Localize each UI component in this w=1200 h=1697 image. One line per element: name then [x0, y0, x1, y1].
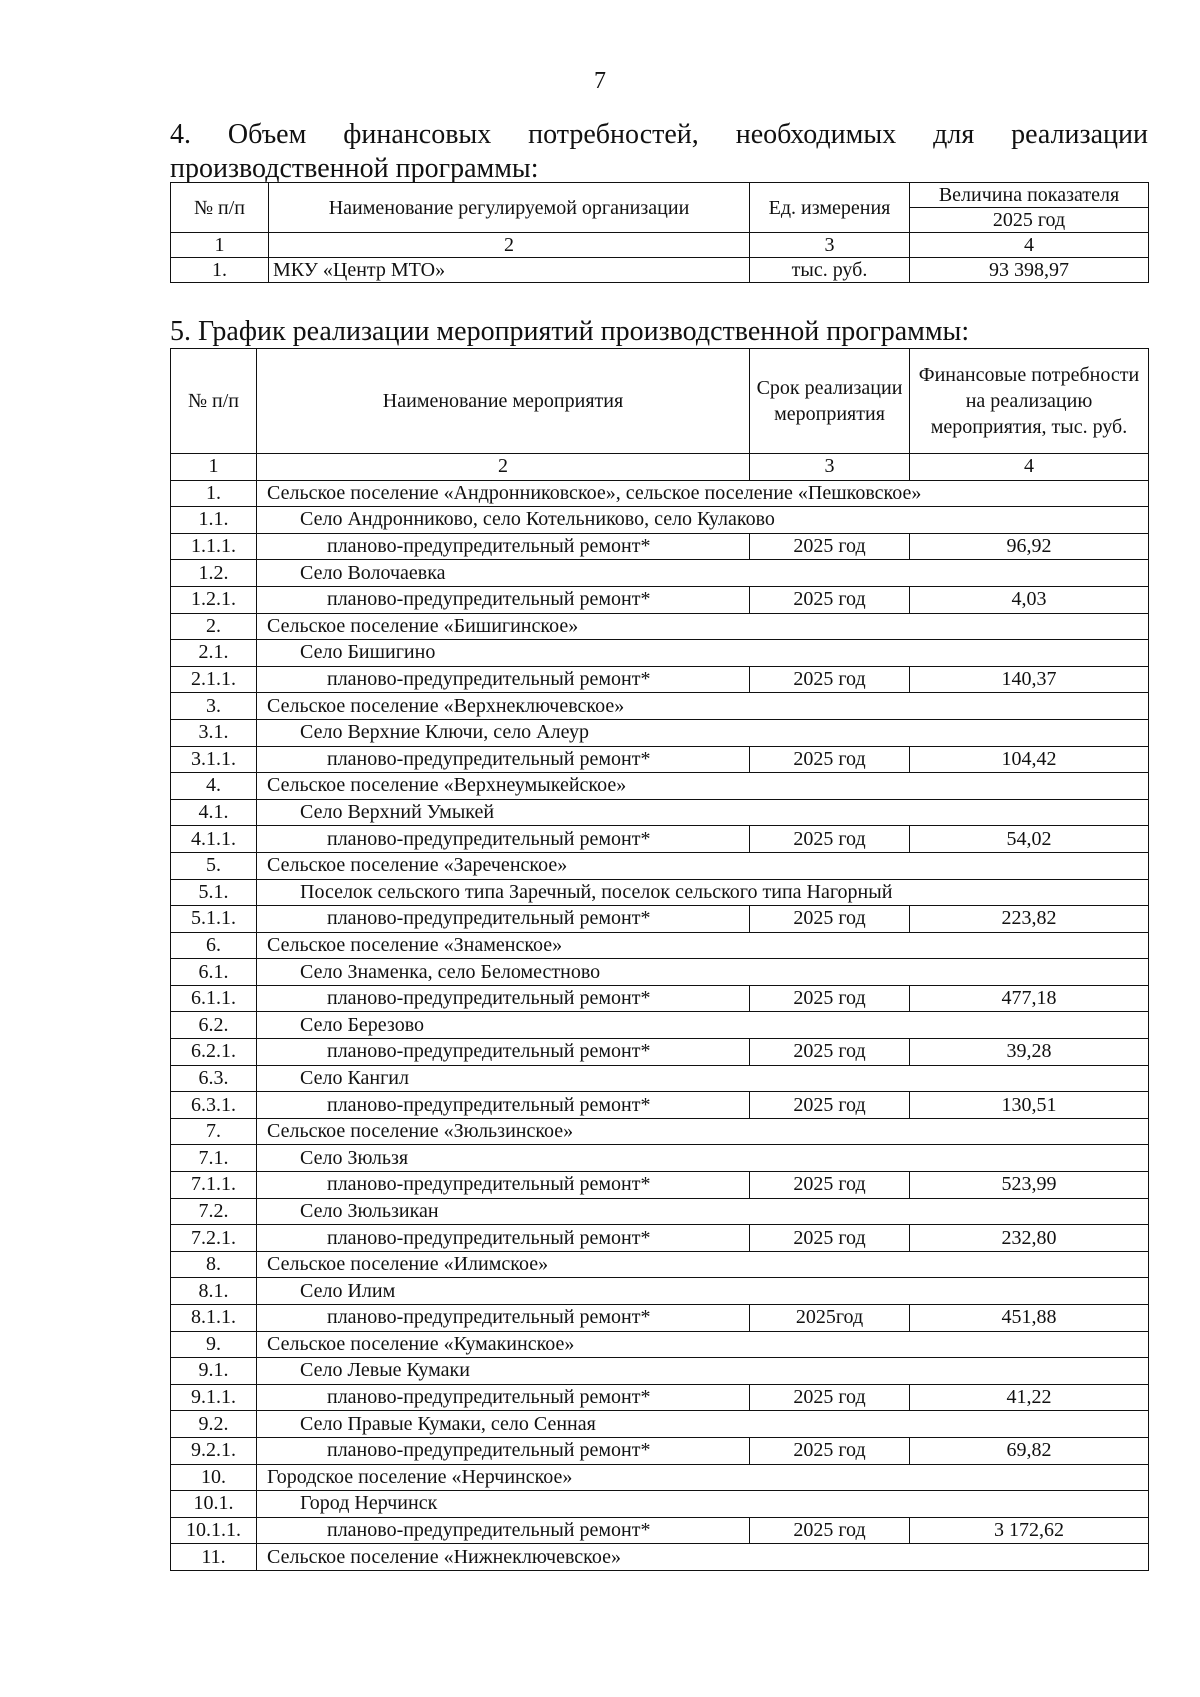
table-row	[171, 1039, 1149, 1066]
row-term: 2025 год	[750, 985, 910, 1012]
schedule-table-body	[171, 480, 1149, 1570]
row-term: 2025год	[750, 1305, 910, 1332]
row-name: планово-предупредительный ремонт*	[257, 586, 750, 613]
row-term: 2025 год	[750, 826, 910, 853]
row-name: Сельское поселение «Кумакинское»	[257, 1331, 1149, 1358]
row-term: 2025 год	[750, 666, 910, 693]
row-term: 2025 год	[750, 1172, 910, 1199]
row-num: 2.	[171, 613, 257, 640]
table-row	[171, 879, 1149, 906]
row-num: 6.3.	[171, 1065, 257, 1092]
section-4-title: 4. Объем финансовых потребностей, необходимых для реализации	[170, 119, 1148, 150]
row-num: 7.2.1.	[171, 1225, 257, 1252]
table-row	[171, 985, 1149, 1012]
table-row	[171, 1118, 1149, 1145]
table-row	[171, 1251, 1149, 1278]
table-row	[171, 932, 1149, 959]
row-name: Село Бишигино	[257, 640, 1149, 667]
row-org: МКУ «Центр МТО»	[269, 258, 750, 283]
row-num: 6.1.	[171, 959, 257, 986]
row-name: планово-предупредительный ремонт*	[257, 1092, 750, 1119]
section-5-title: 5. График реализации мероприятий производственной программы:	[170, 316, 970, 347]
row-term: 2025 год	[750, 906, 910, 933]
row-num: 8.1.	[171, 1278, 257, 1305]
row-term: 2025 год	[750, 1092, 910, 1119]
row-name: Сельское поселение «Нижнеключевское»	[257, 1544, 1149, 1571]
row-fin: 96,92	[910, 533, 1149, 560]
row-num: 7.1.1.	[171, 1172, 257, 1199]
table-row	[171, 507, 1149, 534]
row-name: Сельское поселение «Знаменское»	[257, 932, 1149, 959]
col-number: 4	[910, 233, 1149, 258]
column-number-row	[171, 454, 1149, 481]
col-number: 2	[269, 233, 750, 258]
row-name: Село Зюльзя	[257, 1145, 1149, 1172]
table-row	[171, 613, 1149, 640]
row-num: 1.1.1.	[171, 533, 257, 560]
row-name: Село Илим	[257, 1278, 1149, 1305]
table-row	[171, 1411, 1149, 1438]
row-num: 10.	[171, 1464, 257, 1491]
header-num: № п/п	[171, 183, 269, 233]
row-num: 3.1.	[171, 719, 257, 746]
row-num: 4.1.1.	[171, 826, 257, 853]
table-row	[171, 1384, 1149, 1411]
table-row	[171, 852, 1149, 879]
row-name: планово-предупредительный ремонт*	[257, 746, 750, 773]
table-row	[171, 693, 1149, 720]
row-num: 9.2.1.	[171, 1437, 257, 1464]
row-name: Село Андронниково, село Котельниково, село Кулаково	[257, 507, 1149, 534]
table-row	[171, 1145, 1149, 1172]
row-num: 9.1.	[171, 1358, 257, 1385]
row-fin: 232,80	[910, 1225, 1149, 1252]
col-number: 1	[171, 454, 257, 481]
row-term: 2025 год	[750, 586, 910, 613]
row-fin: 140,37	[910, 666, 1149, 693]
row-name: планово-предупредительный ремонт*	[257, 666, 750, 693]
row-name: Село Верхний Умыкей	[257, 799, 1149, 826]
row-num: 6.2.1.	[171, 1039, 257, 1066]
row-fin: 4,03	[910, 586, 1149, 613]
page-number: 7	[594, 68, 606, 94]
table-row	[171, 586, 1149, 613]
table-header-row	[171, 349, 1149, 454]
row-fin: 477,18	[910, 985, 1149, 1012]
table-row	[171, 1464, 1149, 1491]
financial-needs-table	[170, 182, 1149, 283]
table-row	[171, 826, 1149, 853]
row-num: 7.2.	[171, 1198, 257, 1225]
col-number: 4	[910, 454, 1149, 481]
row-term: 2025 год	[750, 1517, 910, 1544]
header-num: № п/п	[171, 349, 257, 454]
row-num: 5.1.1.	[171, 906, 257, 933]
row-fin: 523,99	[910, 1172, 1149, 1199]
row-term: 2025 год	[750, 746, 910, 773]
col-number: 3	[750, 454, 910, 481]
row-num: 1.1.	[171, 507, 257, 534]
row-name: Село Верхние Ключи, село Алеур	[257, 719, 1149, 746]
table-row	[171, 1517, 1149, 1544]
row-fin: 130,51	[910, 1092, 1149, 1119]
row-num: 2.1.1.	[171, 666, 257, 693]
table-row	[171, 1278, 1149, 1305]
table-row	[171, 719, 1149, 746]
row-num: 9.1.1.	[171, 1384, 257, 1411]
row-name: Село Левые Кумаки	[257, 1358, 1149, 1385]
row-fin: 104,42	[910, 746, 1149, 773]
row-num: 10.1.1.	[171, 1517, 257, 1544]
row-term: 2025 год	[750, 1225, 910, 1252]
row-num: 7.1.	[171, 1145, 257, 1172]
table-row	[171, 258, 1149, 283]
row-num: 5.1.	[171, 879, 257, 906]
table-row	[171, 480, 1149, 507]
table-row	[171, 773, 1149, 800]
table-row	[171, 1198, 1149, 1225]
row-fin: 54,02	[910, 826, 1149, 853]
row-name: планово-предупредительный ремонт*	[257, 533, 750, 560]
header-fin: Финансовые потребности на реализацию мероприятия, тыс. руб.	[910, 349, 1149, 454]
header-term: Срок реализации мероприятия	[750, 349, 910, 454]
col-number: 3	[750, 233, 910, 258]
row-name: Сельское поселение «Андронниковское», сельское поселение «Пешковское»	[257, 480, 1149, 507]
row-term: 2025 год	[750, 533, 910, 560]
row-name: планово-предупредительный ремонт*	[257, 985, 750, 1012]
row-name: Городское поселение «Нерчинское»	[257, 1464, 1149, 1491]
row-num: 4.1.	[171, 799, 257, 826]
table-row	[171, 959, 1149, 986]
row-num: 1.2.	[171, 560, 257, 587]
row-name: Село Березово	[257, 1012, 1149, 1039]
row-fin: 39,28	[910, 1039, 1149, 1066]
row-name: Сельское поселение «Верхнеключевское»	[257, 693, 1149, 720]
row-num: 7.	[171, 1118, 257, 1145]
header-name: Наименование мероприятия	[257, 349, 750, 454]
table-row	[171, 799, 1149, 826]
row-num: 9.	[171, 1331, 257, 1358]
row-num: 11.	[171, 1544, 257, 1571]
row-name: планово-предупредительный ремонт*	[257, 1039, 750, 1066]
table-row	[171, 640, 1149, 667]
row-name: Сельское поселение «Зареченское»	[257, 852, 1149, 879]
row-name: планово-предупредительный ремонт*	[257, 1305, 750, 1332]
row-fin: 451,88	[910, 1305, 1149, 1332]
row-num: 2.1.	[171, 640, 257, 667]
table-row	[171, 1437, 1149, 1464]
row-num: 4.	[171, 773, 257, 800]
row-fin: 69,82	[910, 1437, 1149, 1464]
row-name: планово-предупредительный ремонт*	[257, 1225, 750, 1252]
header-org: Наименование регулируемой организации	[269, 183, 750, 233]
table-row	[171, 1491, 1149, 1518]
table-row	[171, 1544, 1149, 1571]
row-term: 2025 год	[750, 1437, 910, 1464]
row-name: Село Кангил	[257, 1065, 1149, 1092]
table-row	[171, 1092, 1149, 1119]
row-name: Поселок сельского типа Заречный, поселок сельского типа Нагорный	[257, 879, 1149, 906]
schedule-table	[170, 348, 1149, 1571]
row-num: 6.3.1.	[171, 1092, 257, 1119]
row-name: планово-предупредительный ремонт*	[257, 1384, 750, 1411]
row-fin: 3 172,62	[910, 1517, 1149, 1544]
section-4-title-continuation: производственной программы:	[170, 153, 539, 184]
row-num: 3.	[171, 693, 257, 720]
row-name: Сельское поселение «Бишигинское»	[257, 613, 1149, 640]
row-num: 5.	[171, 852, 257, 879]
table-row	[171, 1331, 1149, 1358]
row-name: Город Нерчинск	[257, 1491, 1149, 1518]
row-name: Село Правые Кумаки, село Сенная	[257, 1411, 1149, 1438]
row-name: Село Волочаевка	[257, 560, 1149, 587]
row-name: Сельское поселение «Верхнеумыкейское»	[257, 773, 1149, 800]
row-unit: тыс. руб.	[750, 258, 910, 283]
col-number: 1	[171, 233, 269, 258]
table-row	[171, 746, 1149, 773]
row-name: Село Знаменка, село Беломестново	[257, 959, 1149, 986]
table-row	[171, 1172, 1149, 1199]
header-value: Величина показателя	[910, 183, 1149, 208]
table-row	[171, 1065, 1149, 1092]
table-row	[171, 560, 1149, 587]
row-term: 2025 год	[750, 1039, 910, 1066]
row-num: 1.	[171, 480, 257, 507]
table-row	[171, 1305, 1149, 1332]
row-name: Сельское поселение «Илимское»	[257, 1251, 1149, 1278]
row-name: планово-предупредительный ремонт*	[257, 826, 750, 853]
row-term: 2025 год	[750, 1384, 910, 1411]
table-row	[171, 1012, 1149, 1039]
row-num: 1.	[171, 258, 269, 283]
row-name: планово-предупредительный ремонт*	[257, 906, 750, 933]
table-row	[171, 1225, 1149, 1252]
row-num: 1.2.1.	[171, 586, 257, 613]
row-fin: 41,22	[910, 1384, 1149, 1411]
row-num: 10.1.	[171, 1491, 257, 1518]
header-year: 2025 год	[910, 208, 1149, 233]
row-num: 6.	[171, 932, 257, 959]
row-num: 6.2.	[171, 1012, 257, 1039]
row-fin: 223,82	[910, 906, 1149, 933]
row-name: планово-предупредительный ремонт*	[257, 1517, 750, 1544]
header-unit: Ед. измерения	[750, 183, 910, 233]
row-value: 93 398,97	[910, 258, 1149, 283]
row-num: 6.1.1.	[171, 985, 257, 1012]
row-name: планово-предупредительный ремонт*	[257, 1172, 750, 1199]
col-number: 2	[257, 454, 750, 481]
row-name: Сельское поселение «Зюльзинское»	[257, 1118, 1149, 1145]
table-row	[171, 1358, 1149, 1385]
row-num: 8.	[171, 1251, 257, 1278]
table-row	[171, 906, 1149, 933]
table-row	[171, 666, 1149, 693]
row-name: планово-предупредительный ремонт*	[257, 1437, 750, 1464]
row-num: 3.1.1.	[171, 746, 257, 773]
row-name: Село Зюльзикан	[257, 1198, 1149, 1225]
row-num: 9.2.	[171, 1411, 257, 1438]
row-num: 8.1.1.	[171, 1305, 257, 1332]
table-header-row	[171, 183, 1149, 208]
column-number-row	[171, 233, 1149, 258]
table-row	[171, 533, 1149, 560]
